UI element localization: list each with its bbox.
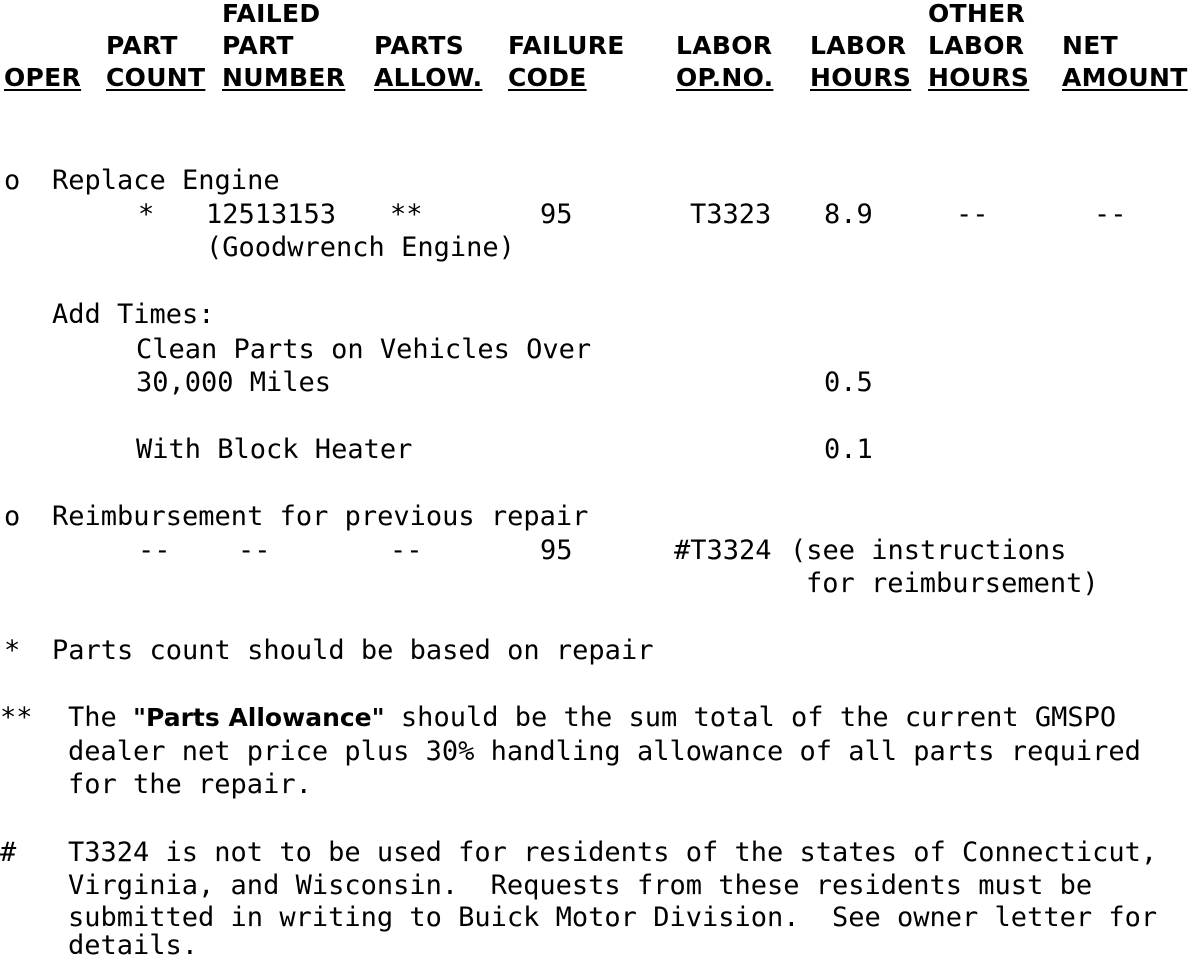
footnote-3-line2: Virginia, and Wisconsin. Requests from these residents must be [68, 870, 1093, 901]
footnote-2-line2: dealer net price plus 30% handling allowance of all parts required [68, 736, 1141, 767]
add-times-item1-line1: Clean Parts on Vehicles Over [136, 334, 592, 365]
op2-labor-op: #T3324 [674, 535, 772, 566]
op1-failure-code: 95 [540, 199, 573, 230]
header-parts-allow: PARTS ALLOW. [374, 31, 483, 92]
footnote-2-mark: ** [0, 702, 33, 733]
footnote-1-text: Parts count should be based on repair [52, 635, 654, 666]
op1-other-labor-hours: -- [956, 199, 989, 230]
header-part-count: PART COUNT [106, 31, 206, 92]
op1-parts-allow: ** [390, 199, 423, 230]
footnote-3-mark: # [0, 837, 17, 868]
op1-bullet: o [4, 165, 21, 196]
op1-note: (Goodwrench Engine) [206, 232, 515, 263]
op2-part-number: -- [238, 535, 271, 566]
header-failed-part-number: FAILED PART NUMBER [222, 0, 346, 92]
header-labor-hours: LABOR HOURS [810, 31, 912, 92]
op2-failure-code: 95 [540, 535, 573, 566]
footnote-2-line1: The "Parts Allowance" should be the sum total of the current GMSPO [68, 702, 1117, 733]
op1-labor-hours: 8.9 [824, 199, 873, 230]
footnote-1-mark: * [4, 635, 21, 666]
add-times-item1-hours: 0.5 [824, 367, 873, 398]
op1-part-count: * [138, 199, 155, 230]
header-failure-code: FAILURE CODE [508, 31, 625, 92]
op2-parts-allow: -- [390, 535, 423, 566]
op1-title: Replace Engine [52, 165, 280, 196]
op2-part-count: -- [138, 535, 171, 566]
footnote-2-line3: for the repair. [68, 769, 312, 800]
header-net-amount: NET AMOUNT [1062, 31, 1188, 92]
footnote-3-line3: submitted in writing to Buick Motor Division. See owner letter for [68, 902, 1158, 933]
op2-bullet: o [4, 501, 21, 532]
header-other-labor-hours: OTHER LABOR HOURS [928, 0, 1030, 92]
add-times-title: Add Times: [52, 299, 215, 330]
header-oper: OPER [4, 63, 82, 92]
footnote-3-line4: details. [68, 930, 199, 961]
op2-title: Reimbursement for previous repair [52, 501, 589, 532]
op1-part-number: 12513153 [206, 199, 337, 230]
add-times-item1-line2: 30,000 Miles [136, 367, 332, 398]
op1-labor-op: T3323 [690, 199, 772, 230]
op2-note-line2: for reimbursement) [806, 568, 1099, 599]
add-times-item2-hours: 0.1 [824, 434, 873, 465]
footnote-3-line1: T3324 is not to be used for residents of the states of Connecticut, [68, 837, 1158, 868]
op1-net-amount: -- [1094, 199, 1127, 230]
add-times-item2: With Block Heater [136, 434, 413, 465]
op2-note-line1: (see instructions [790, 535, 1067, 566]
parts-allowance-term: "Parts Allowance" [133, 703, 385, 732]
header-labor-op-no: LABOR OP.NO. [676, 31, 774, 92]
